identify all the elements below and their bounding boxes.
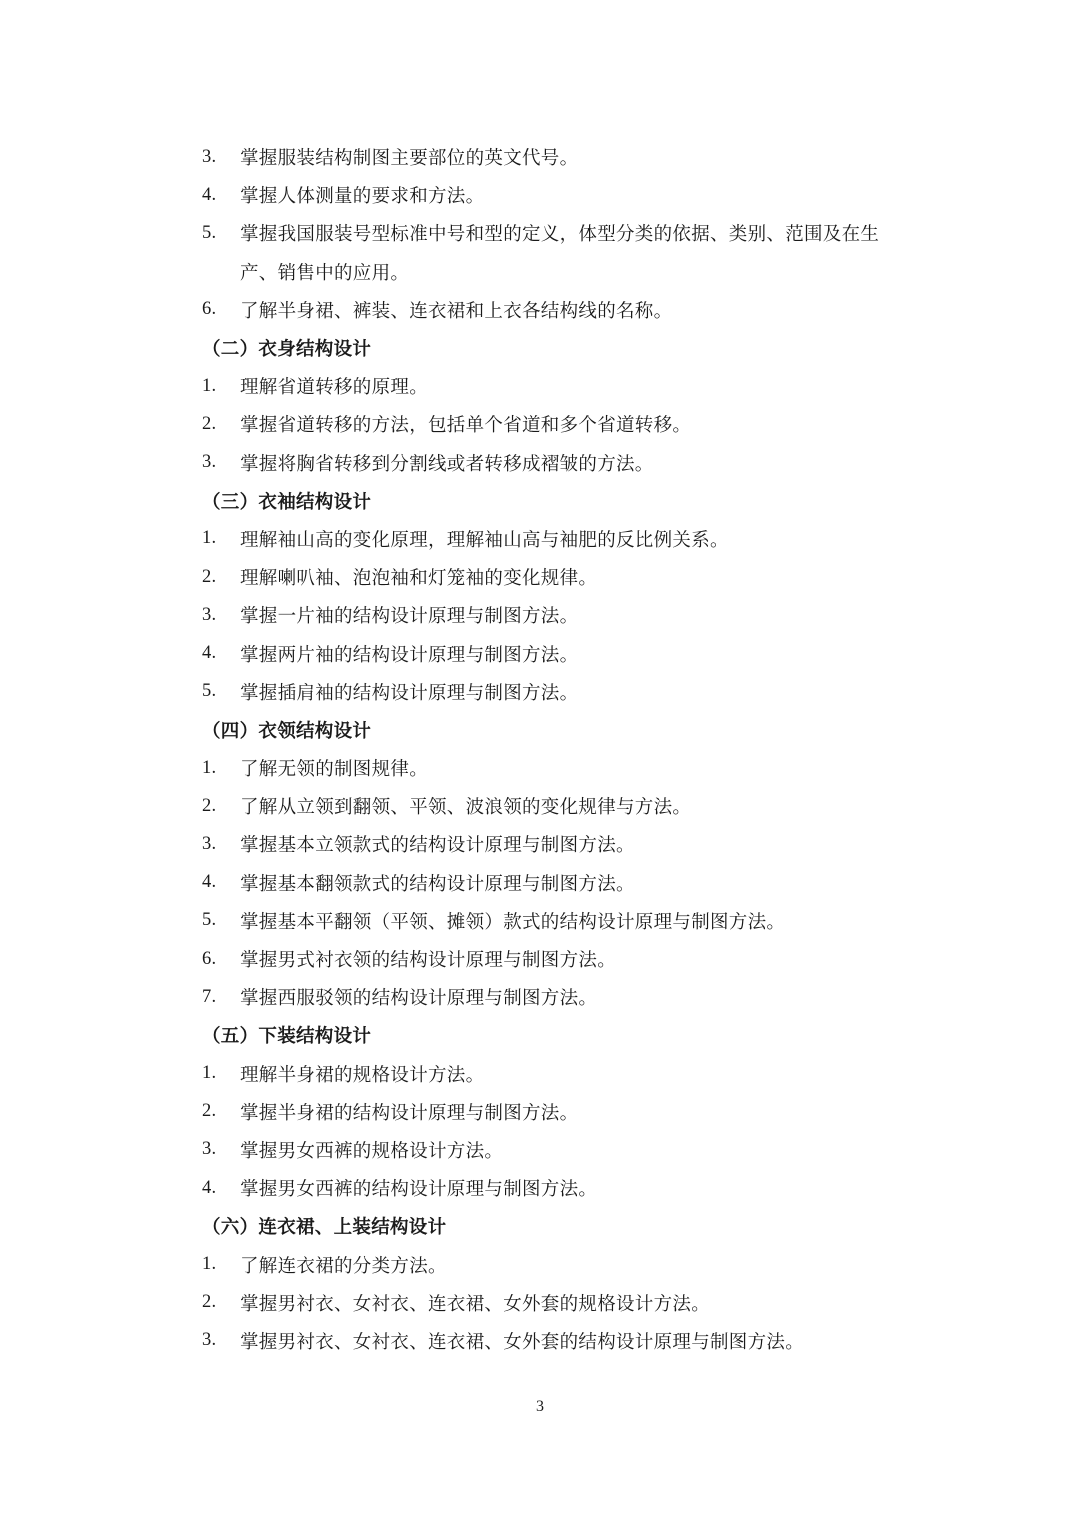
- list-item-number: 3.: [202, 452, 217, 473]
- list-item-number: 6.: [202, 299, 217, 320]
- list-item-number: 2.: [202, 1292, 217, 1313]
- section-heading: （三）衣袖结构设计: [202, 491, 372, 513]
- section-heading: （六）连衣裙、上装结构设计: [202, 1217, 447, 1239]
- list-item-text: 掌握两片袖的结构设计原理与制图方法。: [240, 644, 579, 666]
- list-item-number: 1.: [202, 528, 217, 549]
- list-item: [202, 749, 932, 787]
- list-item: [202, 978, 932, 1016]
- list-item: [202, 1245, 932, 1283]
- list-item-text: 理解省道转移的原理。: [240, 377, 429, 399]
- list-item-number: 3.: [202, 833, 217, 854]
- list-item-number: 3.: [202, 1139, 217, 1160]
- list-item-text: 了解从立领到翻领、平领、波浪领的变化规律与方法。: [240, 797, 692, 819]
- list-item-text: 了解连衣裙的分类方法。: [240, 1255, 447, 1277]
- list-item: [202, 405, 932, 443]
- list-item: [202, 1055, 932, 1093]
- list-item-text: 掌握基本平翻领（平领、摊领）款式的结构设计原理与制图方法。: [240, 911, 786, 933]
- list-item-number: 4.: [202, 1177, 217, 1198]
- page-number: 3: [536, 1398, 544, 1415]
- section-heading: （四）衣领结构设计: [202, 720, 372, 742]
- list-item: [202, 520, 932, 558]
- list-item: [202, 1284, 932, 1322]
- list-item-text: 掌握省道转移的方法，包括单个省道和多个省道转移。: [240, 415, 692, 437]
- list-item: [202, 176, 932, 214]
- list-item-text: 掌握西服驳领的结构设计原理与制图方法。: [240, 988, 598, 1010]
- list-item-text: 理解袖山高的变化原理，理解袖山高与袖肥的反比例关系。: [240, 529, 729, 551]
- list-item-number: 7.: [202, 986, 217, 1007]
- list-item: [202, 1169, 932, 1207]
- list-item-number: 2.: [202, 795, 217, 816]
- list-item: [202, 1322, 932, 1360]
- list-item-number: 2.: [202, 566, 217, 587]
- list-item-number: 4.: [202, 872, 217, 893]
- list-item-text: 掌握男女西裤的规格设计方法。: [240, 1140, 504, 1162]
- list-item-number: 3.: [202, 146, 217, 167]
- list-item-text: 掌握我国服装号型标准中号和型的定义，体型分类的依据、类别、范围及在生: [240, 224, 880, 246]
- list-item: [202, 787, 932, 825]
- list-item: [202, 291, 932, 329]
- list-item-text: 掌握一片袖的结构设计原理与制图方法。: [240, 606, 579, 628]
- section-heading: （五）下装结构设计: [202, 1026, 372, 1048]
- list-item-number: 4.: [202, 643, 217, 664]
- list-item: [202, 1131, 932, 1169]
- list-item-number: 3.: [202, 604, 217, 625]
- list-item-text: 掌握半身裙的结构设计原理与制图方法。: [240, 1102, 579, 1124]
- list-item-continuation: 产、销售中的应用。: [240, 262, 410, 284]
- list-item-number: 2.: [202, 413, 217, 434]
- list-item: [202, 367, 932, 405]
- list-item-text: 掌握将胸省转移到分割线或者转移成褶皱的方法。: [240, 453, 654, 475]
- list-item-text: 了解半身裙、裤装、连衣裙和上衣各结构线的名称。: [240, 300, 673, 322]
- list-item: [202, 825, 932, 863]
- list-item-number: 1.: [202, 1254, 217, 1275]
- list-item-text: 掌握男衬衣、女衬衣、连衣裙、女外套的规格设计方法。: [240, 1293, 711, 1315]
- list-item-number: 5.: [202, 681, 217, 702]
- list-item-number: 1.: [202, 1063, 217, 1084]
- list-item: [202, 902, 932, 940]
- list-item-number: 5.: [202, 222, 217, 243]
- list-item-text: 掌握插肩袖的结构设计原理与制图方法。: [240, 682, 579, 704]
- list-item-number: 4.: [202, 184, 217, 205]
- section-heading: （二）衣身结构设计: [202, 339, 372, 361]
- list-item-number: 1.: [202, 375, 217, 396]
- list-item-number: 3.: [202, 1330, 217, 1351]
- list-item-text: 掌握男衬衣、女衬衣、连衣裙、女外套的结构设计原理与制图方法。: [240, 1331, 805, 1353]
- document-body: [202, 138, 932, 1360]
- list-item-number: 2.: [202, 1101, 217, 1122]
- list-item-number: 6.: [202, 948, 217, 969]
- list-item: [202, 940, 932, 978]
- list-item: [202, 1093, 932, 1131]
- list-item-number: 1.: [202, 757, 217, 778]
- list-item-text: 掌握男式衬衣领的结构设计原理与制图方法。: [240, 950, 617, 972]
- list-item: [202, 634, 932, 672]
- list-item-text: 掌握人体测量的要求和方法。: [240, 186, 485, 208]
- list-item: [202, 138, 932, 176]
- list-item: [202, 558, 932, 596]
- list-item: [202, 214, 932, 252]
- list-item-text: 掌握基本翻领款式的结构设计原理与制图方法。: [240, 873, 635, 895]
- list-item-text: 理解喇叭袖、泡泡袖和灯笼袖的变化规律。: [240, 568, 598, 590]
- list-item: [202, 673, 932, 711]
- list-item-text: 掌握服装结构制图主要部位的英文代号。: [240, 148, 579, 170]
- list-item-text: 了解无领的制图规律。: [240, 759, 429, 781]
- list-item: [202, 444, 932, 482]
- list-item-text: 理解半身裙的规格设计方法。: [240, 1064, 485, 1086]
- list-item: [202, 864, 932, 902]
- list-item-text: 掌握基本立领款式的结构设计原理与制图方法。: [240, 835, 635, 857]
- list-item: [202, 596, 932, 634]
- list-item-text: 掌握男女西裤的结构设计原理与制图方法。: [240, 1179, 598, 1201]
- list-item-number: 5.: [202, 910, 217, 931]
